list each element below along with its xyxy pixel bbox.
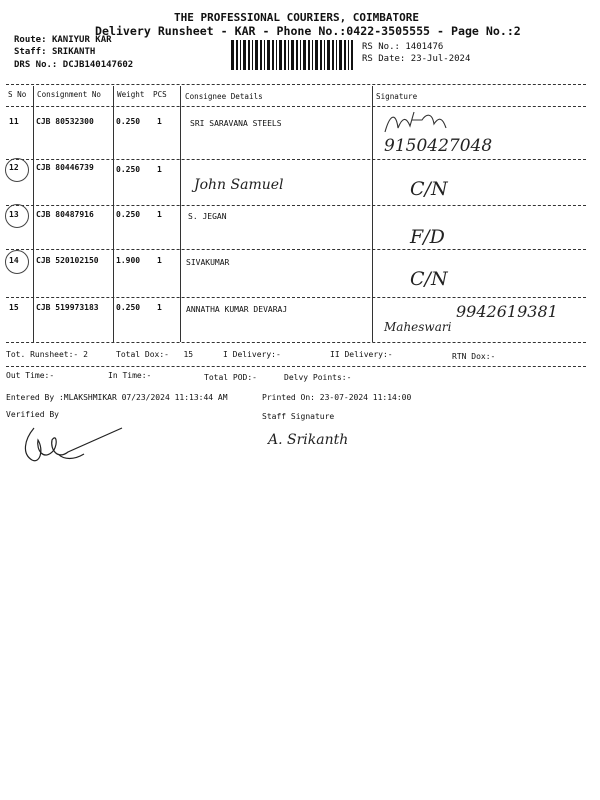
barcode-bar — [312, 40, 313, 70]
drs-label: DRS No.: — [14, 60, 58, 70]
col-header-consignee: Consignee Details — [185, 92, 263, 101]
signature-handwritten: C/N — [410, 268, 448, 290]
barcode-bar — [308, 40, 310, 70]
barcode-bar — [303, 40, 306, 70]
row-sno: 14 — [9, 256, 19, 265]
row-consignment: CJB 520102150 — [36, 256, 99, 265]
out-time: Out Time:- — [6, 371, 55, 380]
row-weight: 0.250 — [116, 165, 141, 174]
row-weight: 0.250 — [116, 303, 141, 312]
staff-signature-label: Staff Signature — [262, 412, 335, 421]
rs-date-label: RS Date: — [362, 54, 406, 64]
staff-row — [14, 47, 95, 57]
signature-scribble — [382, 108, 452, 138]
barcode-bar — [300, 40, 301, 70]
column-divider — [33, 86, 34, 342]
barcode-bar — [291, 40, 294, 70]
staff-label: Staff: — [14, 47, 47, 57]
barcode-bar — [255, 40, 258, 70]
barcode-bar — [243, 40, 246, 70]
row-consignee: SRI SARAVANA STEELS — [190, 119, 282, 128]
rs-no-row — [362, 42, 443, 52]
barcode-bar — [332, 40, 334, 70]
barcode-bar — [276, 40, 277, 70]
barcode-bar — [344, 40, 346, 70]
barcode-bar — [260, 40, 262, 70]
row-consignment: CJB 80532300 — [36, 117, 94, 126]
total-pod: Total POD:- — [204, 373, 257, 382]
barcode-graphic — [230, 40, 354, 70]
row-pcs: 1 — [157, 256, 162, 265]
row-sno: 12 — [9, 163, 19, 172]
barcode-bar — [240, 40, 241, 70]
signature-handwritten-phone: 9942619381 — [456, 302, 558, 321]
row-weight: 1.900 — [116, 256, 141, 265]
barcode-bar — [267, 40, 270, 70]
row-consignment: CJB 80487916 — [36, 210, 94, 219]
route-row — [14, 35, 112, 45]
divider — [6, 205, 586, 206]
column-divider — [372, 86, 373, 342]
row-sno: 13 — [9, 210, 19, 219]
divider — [6, 297, 586, 298]
barcode-bar — [348, 40, 349, 70]
row-pcs: 1 — [157, 210, 162, 219]
company-title: THE PROFESSIONAL COURIERS, COIMBATORE — [174, 11, 420, 24]
rs-date-value: 23-Jul-2024 — [410, 54, 471, 64]
i-delivery: I Delivery:- — [223, 350, 281, 359]
rs-date-row — [362, 54, 470, 64]
row-pcs: 1 — [157, 117, 162, 126]
barcode-bar — [248, 40, 250, 70]
row-pcs: 1 — [157, 303, 162, 312]
row-weight: 0.250 — [116, 117, 141, 126]
drs-row — [14, 60, 133, 70]
entered-by: Entered By :MLAKSHMIKAR 07/23/2024 11:13:44 AM — [6, 393, 228, 402]
barcode-bar — [339, 40, 342, 70]
divider — [6, 342, 586, 343]
divider — [6, 106, 586, 107]
row-sno: 11 — [9, 117, 19, 126]
rtn-dox: RTN Dox:- — [452, 352, 496, 361]
barcode-bar — [296, 40, 298, 70]
divider — [6, 159, 586, 160]
row-weight: 0.250 — [116, 210, 141, 219]
barcode-bar — [236, 40, 238, 70]
col-header-pcs: PCS — [153, 90, 167, 99]
column-divider — [113, 86, 114, 342]
divider — [6, 84, 586, 85]
row-sno: 15 — [9, 303, 19, 312]
row-consignee: ANNATHA KUMAR DEVARAJ — [186, 305, 288, 314]
signature-handwritten: F/D — [410, 226, 445, 248]
route-label: Route: — [14, 35, 47, 45]
row-consignment: CJB 519973183 — [36, 303, 99, 312]
in-time: In Time:- — [108, 371, 152, 380]
signature-handwritten: C/N — [410, 178, 448, 200]
total-dox — [116, 350, 193, 359]
total-dox-label: Total Dox:- — [116, 350, 169, 359]
row-consignment: CJB 80446739 — [36, 163, 94, 172]
staff-signature-handwritten: A. Srikanth — [268, 432, 349, 448]
route-value: KANIYUR KAR — [51, 35, 112, 45]
barcode-bar — [336, 40, 337, 70]
barcode-bar — [320, 40, 322, 70]
signature-handwritten-phone: 9150427048 — [384, 136, 493, 156]
ii-delivery: II Delivery:- — [330, 350, 393, 359]
col-header-weight: Weight — [117, 90, 145, 99]
rs-no-label: RS No.: — [362, 42, 400, 52]
barcode-bar — [324, 40, 325, 70]
barcode-bar — [351, 40, 353, 70]
divider — [6, 249, 586, 250]
rs-no-value: 1401476 — [405, 42, 444, 52]
delvy-points: Delvy Points:- — [284, 373, 352, 382]
total-dox-value: 15 — [183, 350, 194, 359]
barcode-bar — [252, 40, 253, 70]
col-header-signature: Signature — [376, 92, 418, 101]
column-divider — [180, 86, 181, 342]
row-pcs: 1 — [157, 165, 162, 174]
barcode-bar — [327, 40, 330, 70]
col-header-consignment: Consignment No — [37, 90, 102, 99]
barcode-bar — [231, 40, 234, 70]
barcode-bar — [315, 40, 318, 70]
signature-handwritten-name: Maheswari — [384, 320, 452, 334]
col-header-sno: S No — [8, 90, 27, 99]
barcode-bar — [288, 40, 289, 70]
staff-value: SRIKANTH — [51, 47, 96, 57]
barcode-bar — [284, 40, 286, 70]
barcode-bar — [272, 40, 274, 70]
printed-on: Printed On: 23-07-2024 11:14:00 — [262, 393, 412, 402]
barcode-bar — [279, 40, 282, 70]
divider — [6, 366, 586, 367]
runsheet-subtitle: Delivery Runsheet - KAR - Phone No.:0422-3505555 - Page No.:2 — [95, 24, 521, 38]
drs-value: DCJB140147602 — [62, 60, 134, 70]
handwritten-consignee-name: John Samuel — [194, 177, 284, 193]
barcode-image — [230, 40, 354, 70]
barcode-bar — [264, 40, 265, 70]
verified-signature-scribble — [14, 420, 126, 468]
verified-by-label: Verified By — [6, 410, 59, 419]
row-consignee: SIVAKUMAR — [186, 258, 230, 267]
row-consignee: S. JEGAN — [188, 212, 227, 221]
tot-runsheet: Tot. Runsheet:- 2 — [6, 350, 88, 359]
